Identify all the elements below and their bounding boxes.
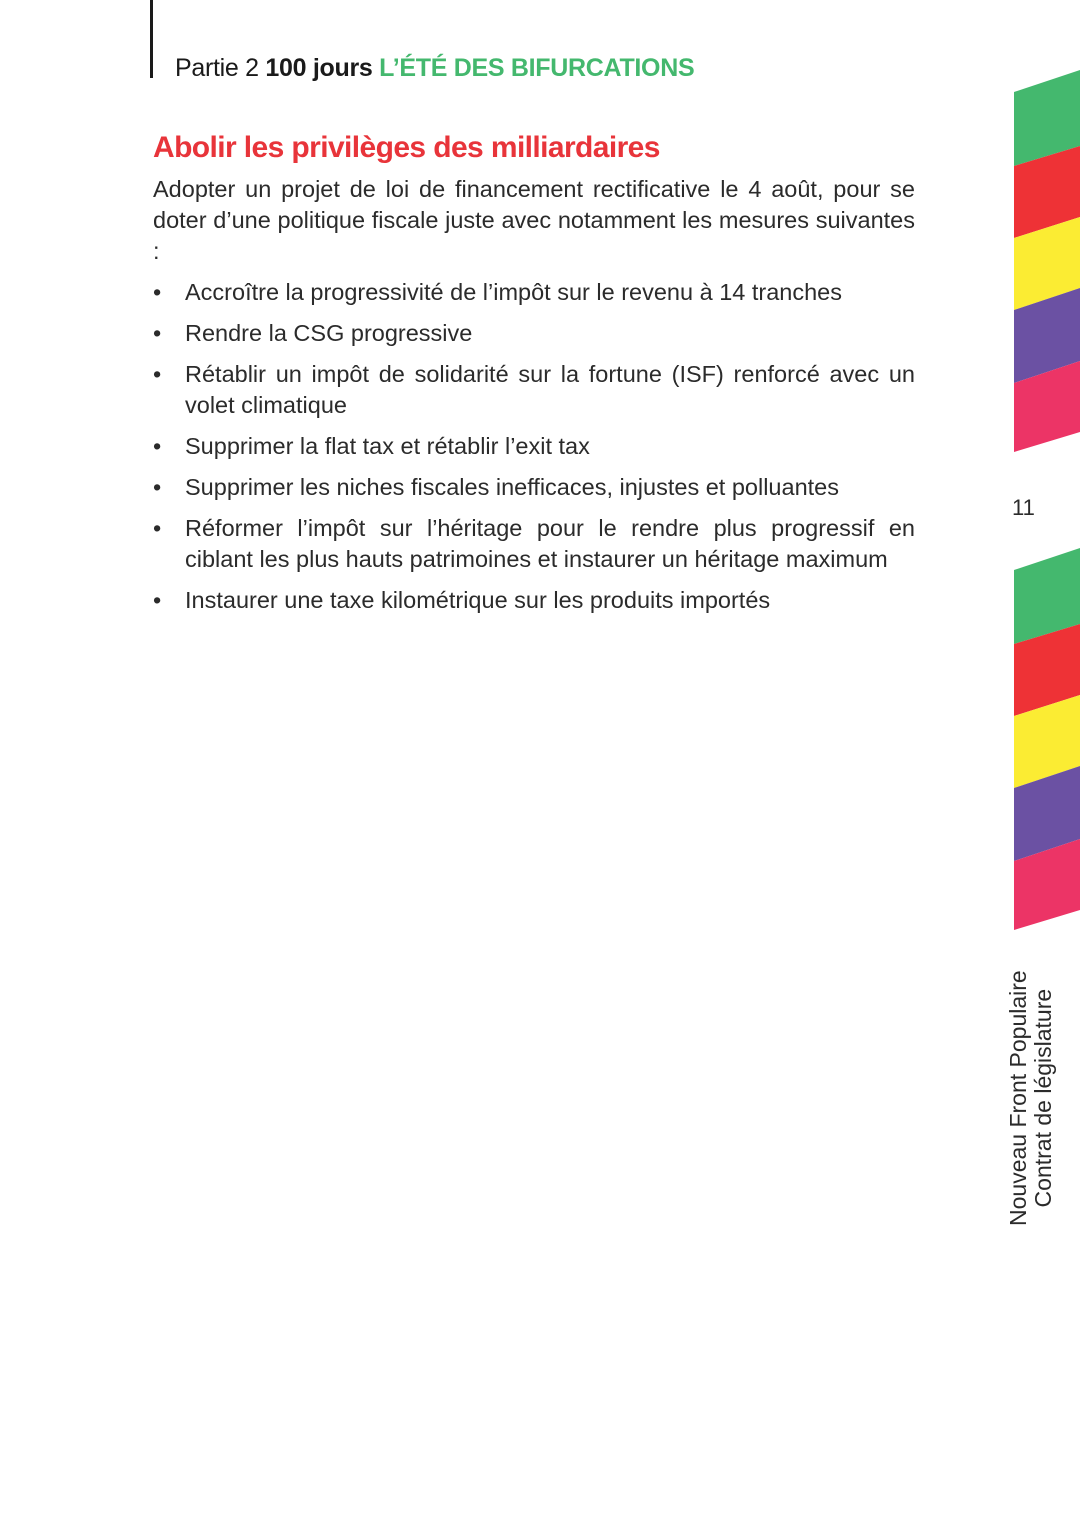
bullet-icon: • — [153, 474, 162, 500]
header-rule — [150, 0, 153, 78]
section-title: Abolir les privilèges des milliardaires — [153, 131, 660, 164]
stripes-graphic-top — [1014, 70, 1080, 455]
color-stripes-bottom — [1014, 548, 1080, 933]
header-days-label: 100 jours — [265, 54, 373, 82]
bullet-icon: • — [153, 433, 162, 459]
measure-text: Rétablir un impôt de solidarité sur la fortune (ISF) renforcé avec un volet climatique — [185, 361, 915, 418]
bullet-icon: • — [153, 320, 162, 346]
measure-text: Instaurer une taxe kilométrique sur les produits importés — [185, 587, 771, 613]
list-item — [153, 359, 915, 421]
bullet-icon: • — [153, 279, 162, 305]
color-stripes-top — [1014, 70, 1080, 455]
measure-text: Accroître la progressivité de l’impôt sur le revenu à 14 tranches — [185, 279, 843, 305]
list-item — [153, 472, 915, 503]
list-item — [153, 277, 915, 308]
list-item — [153, 513, 915, 575]
stripes-graphic-bottom — [1014, 548, 1080, 933]
measure-text: Supprimer les niches fiscales inefficaces, injustes et polluantes — [185, 474, 839, 500]
measure-text: Rendre la CSG progressive — [185, 320, 473, 346]
bullet-icon: • — [153, 515, 162, 541]
list-item — [153, 318, 915, 349]
measures-list — [153, 277, 915, 616]
header-theme-label: L’ÉTÉ DES BIFURCATIONS — [379, 54, 695, 82]
side-label-line1: Nouveau Front Populaire — [1005, 970, 1031, 1226]
running-header — [175, 52, 694, 84]
header-part-label: Partie 2 — [175, 54, 259, 82]
bullet-icon: • — [153, 587, 162, 613]
side-label-line2: Contrat de législature — [1030, 988, 1056, 1208]
page-number: 11 — [1012, 495, 1035, 520]
main-content — [153, 128, 915, 626]
measure-text: Réformer l’impôt sur l’héritage pour le rendre plus progressif en ciblant les plus hauts patrimoines et instaurer un héritage maximum — [185, 515, 915, 572]
measure-text: Supprimer la flat tax et rétablir l’exit tax — [185, 433, 590, 459]
bullet-icon: • — [153, 361, 162, 387]
section-intro: Adopter un projet de loi de financement rectificative le 4 août, pour se doter d’une politique fiscale juste avec notamment les mesures suivantes : — [153, 176, 915, 264]
list-item — [153, 585, 915, 616]
list-item — [153, 431, 915, 462]
document-side-label — [1006, 970, 1056, 1226]
